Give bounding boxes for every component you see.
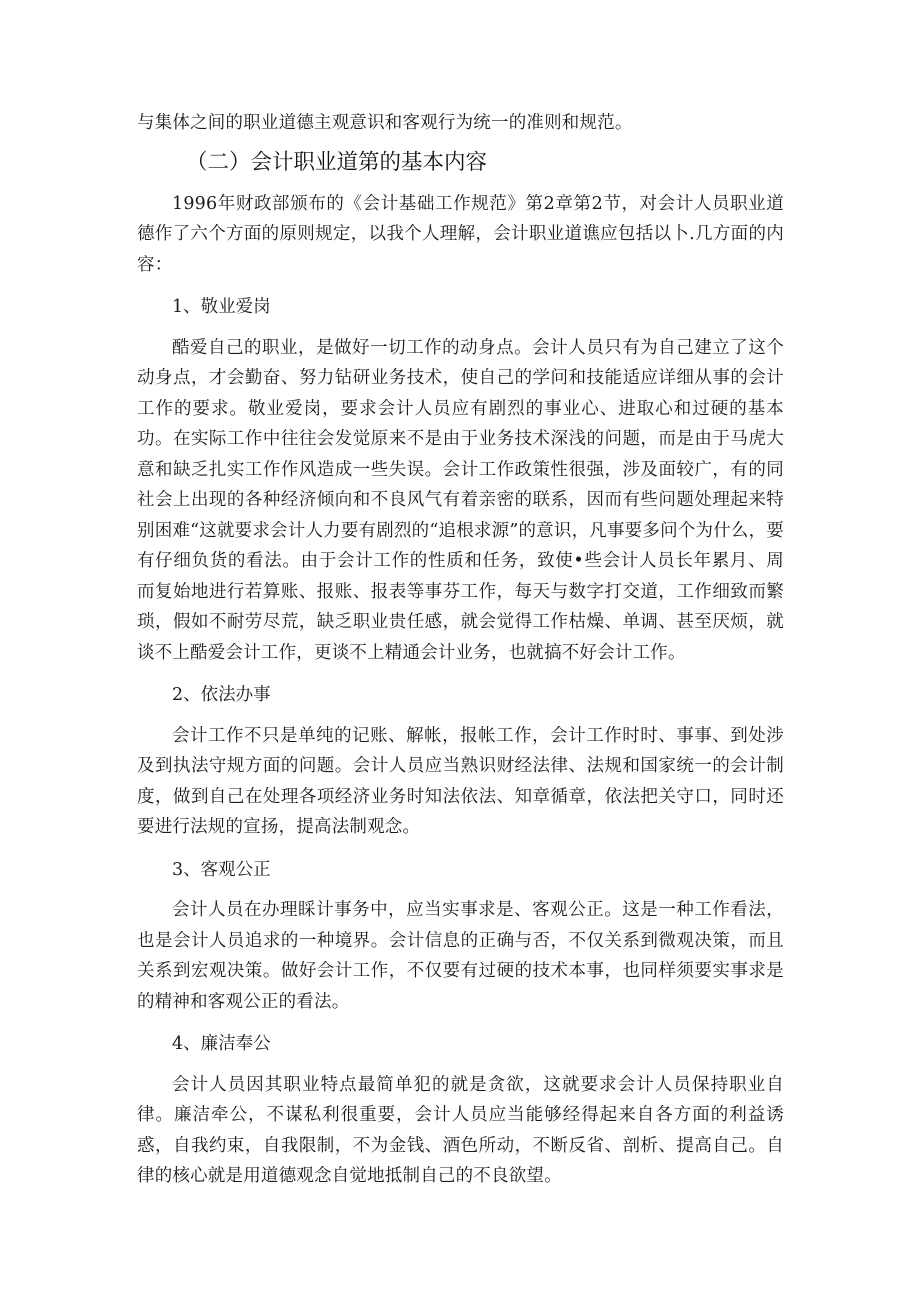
intro-tail-paragraph: 与集体之间的职业道德主观意识和客观行为统一的准则和规范。 (137, 113, 633, 133)
item-1-title: 1、敬业爱岗 (172, 297, 271, 317)
item-2-title: 2、依法办事 (172, 685, 271, 705)
item-3-title: 3、客观公正 (172, 859, 271, 880)
section-heading: （二）会计职业道第的基本内容 (186, 149, 488, 175)
document-body (137, 108, 784, 1192)
item-4-title: 4、廉洁奉公 (172, 1034, 271, 1054)
section-intro-paragraph: 1996年财政部颁布的《会计基础工作规范》第2章第2节，对会计人员职业道德作了六个方面的原则规定，以我个人理解，会计职业道谯应包括以卜.几方面的内容： (137, 193, 784, 275)
item-1-body: 酷爱自己的职业，是做好一切工作的动身点。会计人员只有为自己建立了这个动身点，才会勤奋、努力钻研业务技术，使自己的学问和技能适应详细从事的会计工作的要求。敬业爱岗，要求会计人员应有剧烈的事业心、进取心和过硬的基本功。在实际工作中往往会发觉原来不是由于业务技术深浅的问题，而是由于马虎大意和缺乏扎实工作作风造成一些失误。会计工作政策性很强，涉及面较广，有的同社会上出现的各种经济倾向和不良风气有着亲密的联系，因而有些问题处理起来特别困难“这就要求会计人力要有剧烈的“追根求源”的意识，凡事要多问个为什么，要有仔细负货的看法。由于会计工作的性质和任务，致使•些会计人员长年累月、周而复始地进行若算账、报账、报表等事芬工作，每天与数字打交道，工作细致而繁琐，假如不耐劳尽荒，缺乏职业贵任感，就会觉得工作枯燥、单调、甚至厌烦，就谈不上酷爱会计工作，更谈不上精通会计业务，也就搞不好会计工作。 (137, 337, 784, 663)
item-3-body: 会计人员在办理睬计事务中，应当实事求是、客观公正。这是一种工作看法，也是会计人员追求的一种境界。会计信息的正确与否，不仅关系到微观决策，而且关系到宏观决策。做好会计工作，不仅要有过硬的技术本事，也同样须要实事求是的精神和客观公正的看法。 (137, 900, 784, 1012)
item-4-body: 会计人员因其职业特点最简单犯的就是贪欲，这就要求会计人员保持职业自律。廉洁牵公，不谋私利很重要，会计人员应当能够经得起来自各方面的利益诱惑，自我约束，自我限制，不为金钱、酒色所动，不断反省、剖析、提高自己。自律的核心就是用道德观念自觉地抵制自己的不良欲望。 (137, 1074, 784, 1186)
item-2-body: 会计工作不只是单纯的记账、解帐，报帐工作，会计工作时时、事事、到处涉及到执法守规方面的问题。会计人员应当熟识财经法律、法规和国家统一的会计制度，做到自己在处理各项经济业务时知法依法、知章循章，依法把关守口，同时还要进行法规的宣扬，提高法制观念。 (137, 725, 784, 837)
